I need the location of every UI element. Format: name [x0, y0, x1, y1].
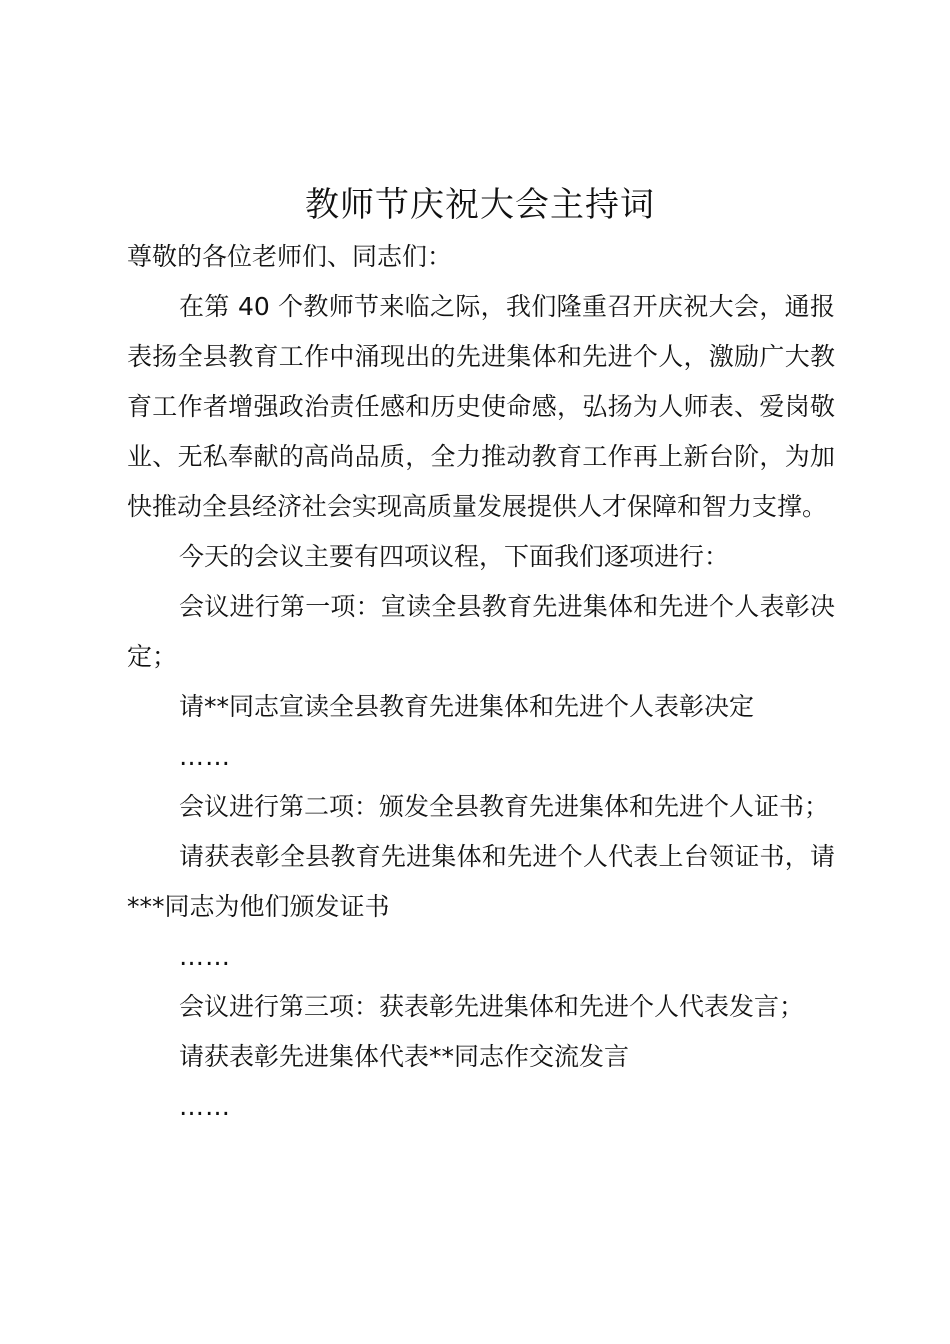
paragraph-item-three: 会议进行第三项：获表彰先进集体和先进个人代表发言； [179, 992, 805, 1021]
paragraph-item-one: 会议进行第一项：宣读全县教育先进集体和先进个人表彰决定； [127, 592, 835, 671]
salutation: 尊敬的各位老师们、同志们： [127, 242, 453, 271]
ellipsis-1: …… [179, 742, 231, 771]
paragraph-opening: 在第 40 个教师节来临之际，我们隆重召开庆祝大会，通报表扬全县教育工作中涌现出的先进集体和先进个人，激励广大教育工作者增强政治责任感和历史使命感，弘扬为人师表、爱岗敬业、无私奉献的高尚品质，全力推动教育工作再上新台阶，为加快推动全县经济社会实现高质量发展提供人才保障和智力支撑。 [127, 292, 835, 521]
paragraph-item-two: 会议进行第二项：颁发全县教育先进集体和先进个人证书； [179, 792, 830, 821]
ellipsis-2: …… [179, 942, 231, 971]
paragraph-item-two-detail: 请获表彰全县教育先进集体和先进个人代表上台领证书，请***同志为他们颁发证书 [127, 842, 835, 921]
document-body [127, 232, 835, 1132]
paragraph-item-three-detail: 请获表彰先进集体代表**同志作交流发言 [179, 1042, 630, 1071]
ellipsis-3: …… [179, 1092, 231, 1121]
paragraph-agenda-intro: 今天的会议主要有四项议程，下面我们逐项进行： [179, 542, 730, 571]
document-title: 教师节庆祝大会主持词 [305, 185, 655, 225]
paragraph-item-one-detail: 请**同志宣读全县教育先进集体和先进个人表彰决定 [179, 692, 755, 721]
